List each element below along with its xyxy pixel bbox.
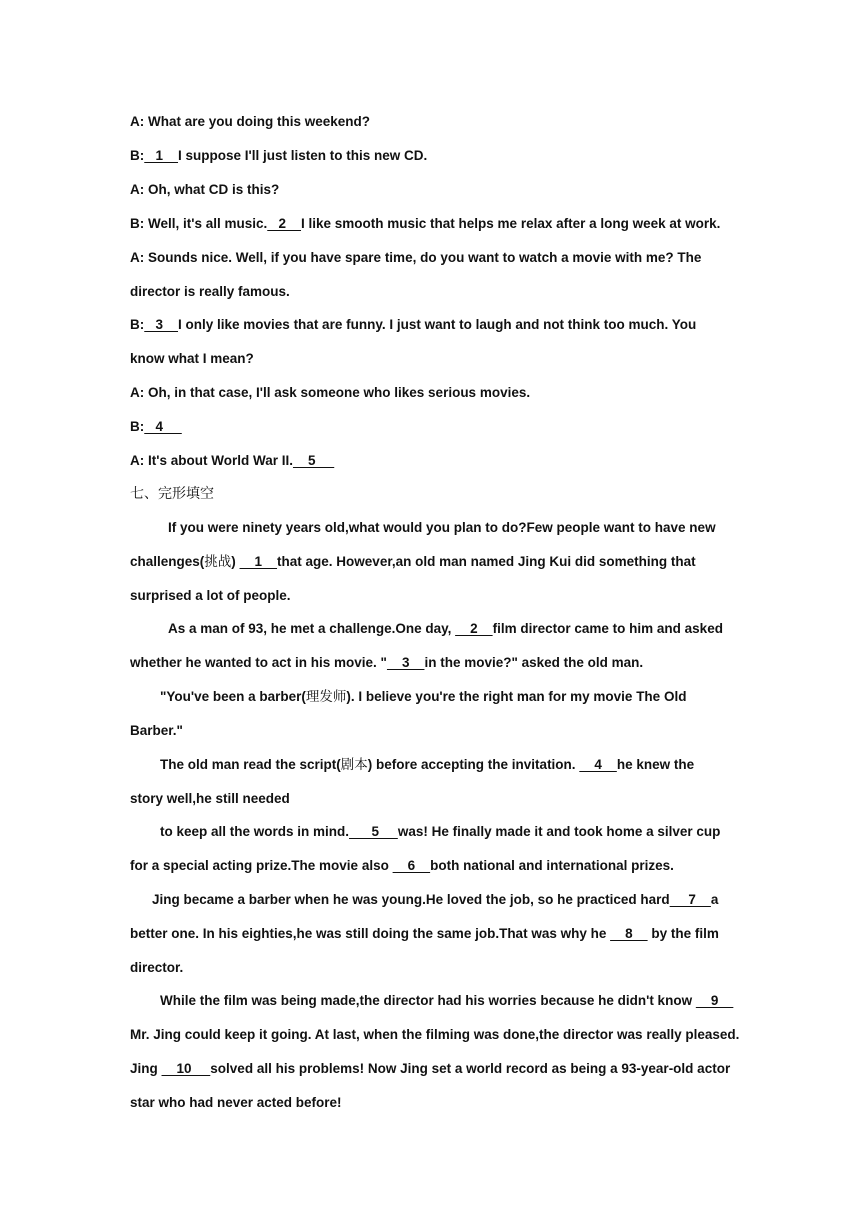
passage-text: challenges( [130, 554, 205, 569]
dialogue-line-10 [130, 418, 182, 436]
blank-4: 4 [144, 419, 182, 434]
passage-text: for a special acting prize.The movie also [130, 858, 393, 873]
chinese-gloss: 挑战 [204, 554, 232, 570]
speaker-label: B: [130, 419, 145, 434]
passage-text: film director came to him and asked [492, 621, 723, 636]
cloze-blank-1: 1 [239, 554, 278, 569]
passage-text: star who had never acted before! [130, 1095, 342, 1110]
dialogue-text: I suppose I'll just listen to this new CD. [178, 148, 428, 163]
passage-text: story well,he still needed [130, 791, 290, 806]
dialogue-text: know what I mean? [130, 351, 254, 366]
dialogue-line-8 [130, 350, 254, 368]
chinese-gloss: 剧本 [340, 757, 368, 773]
passage-text: ) [231, 554, 240, 569]
blank-3: 3 [144, 317, 179, 332]
passage-line [168, 519, 716, 537]
passage-text: Barber." [130, 723, 183, 738]
blank-1: 1 [144, 148, 179, 163]
passage-text: director. [130, 960, 184, 975]
chinese-gloss: 理发师 [305, 689, 347, 705]
passage-line [160, 992, 733, 1010]
passage-text: a [710, 892, 719, 907]
dialogue-text: A: It's about World War II. [130, 453, 293, 468]
dialogue-line-11 [130, 452, 334, 470]
passage-text: As a man of 93, he met a challenge.One day, [168, 621, 456, 636]
passage-text: by the film [647, 926, 719, 941]
passage-text: ). I believe you're the right man for my movie The Old [346, 689, 687, 704]
passage-line [130, 654, 643, 672]
passage-line [130, 722, 183, 740]
dialogue-text: I like smooth music that helps me relax after a long week at work. [301, 216, 721, 231]
passage-line [130, 925, 719, 943]
speaker-label: B: [130, 317, 145, 332]
passage-text: The old man read the script( [160, 757, 341, 772]
passage-line [130, 1026, 739, 1044]
passage-text: both national and international prizes. [430, 858, 674, 873]
passage-text: "You've been a barber( [160, 689, 306, 704]
cloze-blank-9: 9 [695, 993, 734, 1008]
cloze-blank-3: 3 [386, 655, 425, 670]
dialogue-line-2 [130, 147, 427, 165]
passage-text: surprised a lot of people. [130, 588, 291, 603]
cloze-blank-4: 4 [579, 757, 617, 772]
dialogue-line-5 [130, 249, 701, 267]
passage-text: If you were ninety years old,what would you plan to do?Few people want to have new [168, 520, 716, 535]
cloze-blank-10: 10 [161, 1061, 211, 1076]
dialogue-text: A: Sounds nice. Well, if you have spare time, do you want to watch a movie with me? The [130, 250, 702, 265]
cloze-blank-6: 6 [392, 858, 431, 873]
passage-line [160, 823, 720, 841]
passage-text: Jing [130, 1061, 162, 1076]
section-heading-text: 七、完形填空 [130, 486, 214, 502]
dialogue-line-4 [130, 215, 720, 233]
dialogue-line-1 [130, 113, 370, 131]
dialogue-text: A: What are you doing this weekend? [130, 114, 371, 129]
cloze-blank-5: 5 [349, 824, 398, 839]
dialogue-text: A: Oh, in that case, I'll ask someone who likes serious movies. [130, 385, 531, 400]
passage-line [160, 688, 686, 706]
dialogue-line-7 [130, 316, 696, 334]
dialogue-text: I only like movies that are funny. I just want to laugh and not think too much. You [178, 317, 697, 332]
dialogue-text: B: Well, it's all music. [130, 216, 268, 231]
passage-line [130, 1094, 342, 1112]
section-heading [130, 485, 214, 503]
passage-text: better one. In his eighties,he was still doing the same job.That was why he [130, 926, 611, 941]
dialogue-line-3 [130, 181, 279, 199]
cloze-blank-8: 8 [610, 926, 648, 941]
passage-line [130, 1060, 730, 1078]
dialogue-line-9 [130, 384, 530, 402]
passage-text: was! He finally made it and took home a silver cup [397, 824, 721, 839]
passage-text: Mr. Jing could keep it going. At last, when the filming was done,the director was really pleased. [130, 1027, 740, 1042]
passage-line [168, 620, 723, 638]
passage-line [152, 891, 718, 909]
cloze-blank-2: 2 [455, 621, 493, 636]
passage-line [130, 959, 183, 977]
passage-text: in the movie?" asked the old man. [424, 655, 644, 670]
passage-line [160, 756, 694, 774]
dialogue-text: director is really famous. [130, 284, 290, 299]
blank-2: 2 [267, 216, 302, 231]
dialogue-text: A: Oh, what CD is this? [130, 182, 280, 197]
dialogue-line-6 [130, 283, 290, 301]
passage-line [130, 790, 290, 808]
passage-line [130, 553, 696, 571]
passage-text: whether he wanted to act in his movie. " [130, 655, 387, 670]
passage-text: to keep all the words in mind. [160, 824, 350, 839]
passage-line [130, 857, 674, 875]
passage-text: he knew the [616, 757, 695, 772]
passage-text: that age. However,an old man named Jing Kui did something that [277, 554, 696, 569]
speaker-label: B: [130, 148, 145, 163]
passage-text: solved all his problems! Now Jing set a world record as being a 93-year-old actor [210, 1061, 731, 1076]
passage-text: ) before accepting the invitation. [367, 757, 580, 772]
passage-text: While the film was being made,the director had his worries because he didn't know [160, 993, 696, 1008]
passage-line [130, 587, 291, 605]
cloze-blank-7: 7 [669, 892, 711, 907]
passage-text: Jing became a barber when he was young.He loved the job, so he practiced hard [152, 892, 670, 907]
blank-5: 5 [292, 453, 335, 468]
